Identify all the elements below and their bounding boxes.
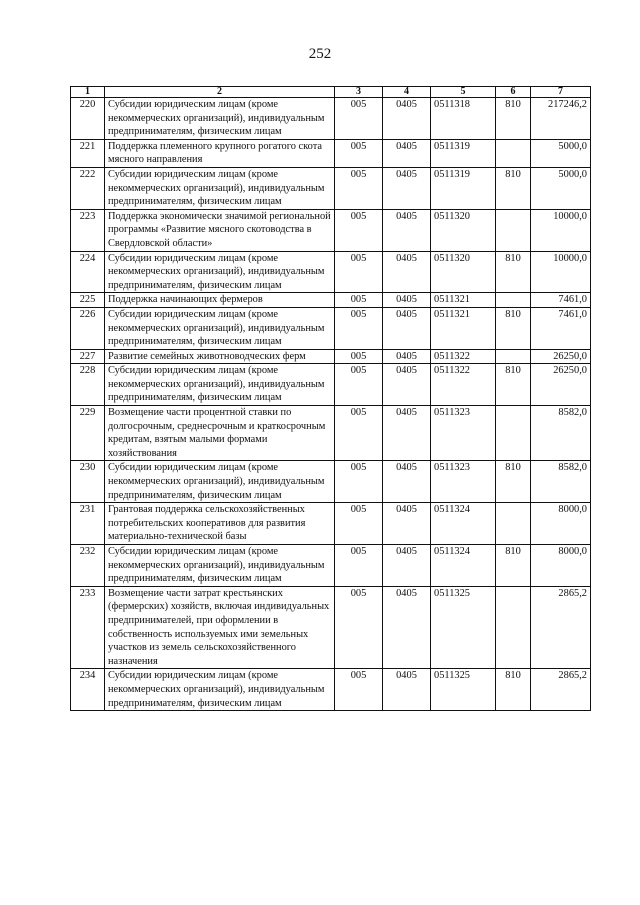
row-code-5: 0511325: [431, 669, 496, 711]
row-code-3: 005: [335, 364, 383, 406]
row-amount: 10000,0: [531, 251, 591, 293]
row-code-4: 0405: [383, 669, 431, 711]
table-row: [71, 139, 591, 167]
row-name: Субсидии юридическим лицам (кроме некоммерческих организаций), индивидуальным предпринимателям, физическим лицам: [105, 461, 335, 503]
row-number: 225: [71, 293, 105, 308]
row-number: 222: [71, 167, 105, 209]
table-row: [71, 251, 591, 293]
row-code-6: [496, 293, 531, 308]
row-number: 227: [71, 349, 105, 364]
table-row: [71, 364, 591, 406]
row-code-3: 005: [335, 307, 383, 349]
row-amount: 8582,0: [531, 406, 591, 461]
row-code-6: 810: [496, 167, 531, 209]
row-amount: 2865,2: [531, 586, 591, 669]
header-row: [71, 87, 591, 98]
column-header-3: 3: [335, 87, 383, 98]
row-code-5: 0511324: [431, 545, 496, 587]
row-amount: 217246,2: [531, 98, 591, 140]
row-name: Субсидии юридическим лицам (кроме некоммерческих организаций), индивидуальным предпринимателям, физическим лицам: [105, 669, 335, 711]
row-code-4: 0405: [383, 307, 431, 349]
row-code-6: [496, 139, 531, 167]
row-code-3: 005: [335, 461, 383, 503]
row-number: 228: [71, 364, 105, 406]
row-amount: 10000,0: [531, 209, 591, 251]
row-amount: 5000,0: [531, 167, 591, 209]
row-code-3: 005: [335, 349, 383, 364]
row-number: 233: [71, 586, 105, 669]
row-code-3: 005: [335, 545, 383, 587]
column-header-1: 1: [71, 87, 105, 98]
row-name: Субсидии юридическим лицам (кроме некоммерческих организаций), индивидуальным предпринимателям, физическим лицам: [105, 307, 335, 349]
row-code-3: 005: [335, 503, 383, 545]
row-code-4: 0405: [383, 586, 431, 669]
table-row: [71, 307, 591, 349]
row-code-5: 0511322: [431, 364, 496, 406]
row-code-5: 0511319: [431, 167, 496, 209]
row-code-5: 0511323: [431, 406, 496, 461]
page-number: 252: [308, 46, 332, 62]
column-header-2: 2: [105, 87, 335, 98]
table-row: [71, 349, 591, 364]
column-header-6: 6: [496, 87, 531, 98]
row-code-3: 005: [335, 251, 383, 293]
row-code-3: 005: [335, 98, 383, 140]
row-name: Развитие семейных животноводческих ферм: [105, 349, 335, 364]
row-code-3: 005: [335, 167, 383, 209]
row-code-4: 0405: [383, 349, 431, 364]
row-code-5: 0511324: [431, 503, 496, 545]
row-code-4: 0405: [383, 461, 431, 503]
row-code-4: 0405: [383, 293, 431, 308]
row-code-6: [496, 209, 531, 251]
table-row: [71, 98, 591, 140]
table-row: [71, 167, 591, 209]
row-code-6: 810: [496, 98, 531, 140]
row-name: Субсидии юридическим лицам (кроме некоммерческих организаций), индивидуальным предпринимателям, физическим лицам: [105, 251, 335, 293]
table-row: [71, 545, 591, 587]
row-amount: 7461,0: [531, 307, 591, 349]
row-code-5: 0511325: [431, 586, 496, 669]
row-code-3: 005: [335, 139, 383, 167]
row-number: 223: [71, 209, 105, 251]
row-name: Поддержка начинающих фермеров: [105, 293, 335, 308]
row-number: 234: [71, 669, 105, 711]
row-amount: 2865,2: [531, 669, 591, 711]
row-code-3: 005: [335, 669, 383, 711]
row-name: Грантовая поддержка сельскохозяйственных потребительских кооперативов для развития материально-технической базы: [105, 503, 335, 545]
row-amount: 7461,0: [531, 293, 591, 308]
row-code-4: 0405: [383, 406, 431, 461]
row-name: Субсидии юридическим лицам (кроме некоммерческих организаций), индивидуальным предпринимателям, физическим лицам: [105, 167, 335, 209]
row-code-6: 810: [496, 307, 531, 349]
row-code-5: 0511321: [431, 293, 496, 308]
row-name: Субсидии юридическим лицам (кроме некоммерческих организаций), индивидуальным предпринимателям, физическим лицам: [105, 545, 335, 587]
row-name: Поддержка экономически значимой региональной программы «Развитие мясного скотоводства в Свердловской области»: [105, 209, 335, 251]
row-code-4: 0405: [383, 503, 431, 545]
table-row: [71, 669, 591, 711]
row-code-5: 0511320: [431, 251, 496, 293]
row-code-5: 0511322: [431, 349, 496, 364]
row-number: 229: [71, 406, 105, 461]
row-code-6: 810: [496, 461, 531, 503]
table-row: [71, 406, 591, 461]
row-code-6: 810: [496, 669, 531, 711]
column-header-4: 4: [383, 87, 431, 98]
row-code-4: 0405: [383, 545, 431, 587]
row-number: 226: [71, 307, 105, 349]
row-amount: 8000,0: [531, 545, 591, 587]
row-number: 220: [71, 98, 105, 140]
row-number: 224: [71, 251, 105, 293]
row-code-6: [496, 349, 531, 364]
row-code-6: 810: [496, 364, 531, 406]
table-row: [71, 209, 591, 251]
row-code-6: 810: [496, 251, 531, 293]
column-header-5: 5: [431, 87, 496, 98]
row-number: 221: [71, 139, 105, 167]
table-row: [71, 293, 591, 308]
row-name: Возмещение части затрат крестьянских (фермерских) хозяйств, включая индивидуальных предпринимателей, при оформлении в собственность используемых ими земельных участков из земель сельскохозяйственного назначения: [105, 586, 335, 669]
row-code-5: 0511323: [431, 461, 496, 503]
row-amount: 8000,0: [531, 503, 591, 545]
row-code-5: 0511320: [431, 209, 496, 251]
row-number: 232: [71, 545, 105, 587]
row-number: 231: [71, 503, 105, 545]
row-code-3: 005: [335, 293, 383, 308]
row-code-6: 810: [496, 545, 531, 587]
row-number: 230: [71, 461, 105, 503]
row-code-5: 0511321: [431, 307, 496, 349]
row-code-4: 0405: [383, 98, 431, 140]
table-row: [71, 503, 591, 545]
row-code-5: 0511318: [431, 98, 496, 140]
row-code-6: [496, 406, 531, 461]
budget-table: [70, 86, 591, 711]
row-amount: 8582,0: [531, 461, 591, 503]
table-row: [71, 586, 591, 669]
table-row: [71, 461, 591, 503]
row-name: Поддержка племенного крупного рогатого скота мясного направления: [105, 139, 335, 167]
row-code-3: 005: [335, 209, 383, 251]
row-code-4: 0405: [383, 364, 431, 406]
row-code-3: 005: [335, 586, 383, 669]
row-code-6: [496, 503, 531, 545]
row-code-4: 0405: [383, 209, 431, 251]
row-code-5: 0511319: [431, 139, 496, 167]
row-code-4: 0405: [383, 251, 431, 293]
row-name: Возмещение части процентной ставки по долгосрочным, среднесрочным и краткосрочным кредитам, взятым малыми формами хозяйствования: [105, 406, 335, 461]
column-header-7: 7: [531, 87, 591, 98]
row-code-4: 0405: [383, 139, 431, 167]
row-amount: 5000,0: [531, 139, 591, 167]
row-amount: 26250,0: [531, 364, 591, 406]
row-name: Субсидии юридическим лицам (кроме некоммерческих организаций), индивидуальным предпринимателям, физическим лицам: [105, 364, 335, 406]
row-code-3: 005: [335, 406, 383, 461]
row-code-4: 0405: [383, 167, 431, 209]
row-code-6: [496, 586, 531, 669]
row-name: Субсидии юридическим лицам (кроме некоммерческих организаций), индивидуальным предпринимателям, физическим лицам: [105, 98, 335, 140]
row-amount: 26250,0: [531, 349, 591, 364]
